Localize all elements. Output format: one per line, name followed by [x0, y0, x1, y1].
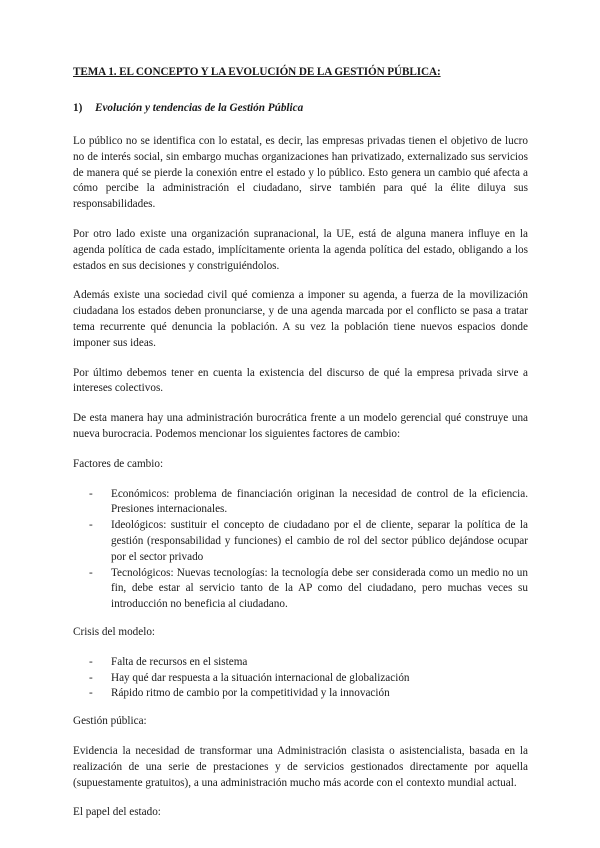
gestion-paragraph: Evidencia la necesidad de transformar una Administración clasista o asistencialista, basada en la realización de una serie de prestaciones y de servicios gestionados directamente por aquella (supuestamente gratuitos), a una administración mucho más acorde con el contexto mundial actual.: [73, 744, 528, 789]
crisis-list: [73, 655, 528, 702]
crisis-label: Crisis del modelo:: [73, 625, 156, 638]
dash-bullet: -: [89, 487, 93, 500]
factores-list: [73, 487, 528, 613]
dash-bullet: -: [89, 519, 93, 532]
paragraph-2: Por otro lado existe una organización supranacional, la UE, está de alguna manera influye en la agenda política de cada estado, implícitamente orienta la agenda política del estado, obligando a los estados en sus decisiones y constriguiéndolos.: [73, 227, 528, 272]
section-heading: [73, 102, 528, 114]
dash-bullet: -: [89, 671, 93, 684]
section-number: 1): [73, 102, 83, 114]
dash-bullet: -: [89, 566, 93, 579]
paragraph-1: Lo público no se identifica con lo estatal, es decir, las empresas privadas tienen el objetivo de lucro no de interés social, sin embargo muchas organizaciones han privatizado, externalizado sus servicios de manera qué se pierde la conexión entre el estado y lo público. Esto genera un cambio qué afecta a cómo percibe la administración el ciudadano, sirve también para qué la élite diluya sus responsabilidades.: [73, 135, 528, 211]
list-item: - Tecnológicos: Nuevas tecnologías: la tecnología debe ser considerada como un medio no un fin, debe estar al servicio tanto de la AP como del ciudadano, pero muchas veces su introducción no beneficia al ciudadano.: [89, 566, 528, 611]
factores-label: Factores de cambio:: [73, 457, 164, 470]
dash-bullet: -: [89, 655, 93, 668]
paragraph-5: De esta manera hay una administración burocrática frente a un modelo gerencial qué construye una nueva burocracia. Podemos mencionar los siguientes factores de cambio:: [73, 412, 528, 440]
dash-bullet: -: [89, 687, 93, 700]
list-item: - Económicos: problema de financiación originan la necesidad de control de la eficiencia. Presiones internacionales.: [89, 487, 528, 516]
list-item: - Falta de recursos en el sistema: [73, 655, 528, 671]
paragraph-3: Además existe una sociedad civil qué comienza a imponer su agenda, a fuerza de la movilización ciudadana los estados deben pronunciarse, y de una agenda marcada por el conflicto se pasa a tratar tema recurrente qué denuncia la población. A su vez la población tiene nuevos espacios donde imponer sus ideas.: [73, 289, 528, 349]
section-title: Evolución y tendencias de la Gestión Pública: [95, 102, 304, 114]
list-item: - Hay qué dar respuesta a la situación internacional de globalización: [73, 671, 528, 687]
paragraph-4: Por último debemos tener en cuenta la existencia del discurso de qué la empresa privada sirve a intereses colectivos.: [73, 366, 528, 395]
list-item: - Ideológicos: sustituir el concepto de ciudadano por el de cliente, separar la política de la gestión (responsabilidad y funciones) el cambio de rol del sector público dejándose ocupar por el sector privado: [89, 519, 528, 563]
papel-label: El papel del estado:: [73, 806, 161, 819]
gestion-label: Gestión pública:: [73, 715, 147, 728]
document-title: TEMA 1. EL CONCEPTO Y LA EVOLUCIÓN DE LA GESTIÓN PÚBLICA:: [73, 66, 441, 78]
list-item: - Rápido ritmo de cambio por la competitividad y la innovación: [73, 686, 528, 702]
